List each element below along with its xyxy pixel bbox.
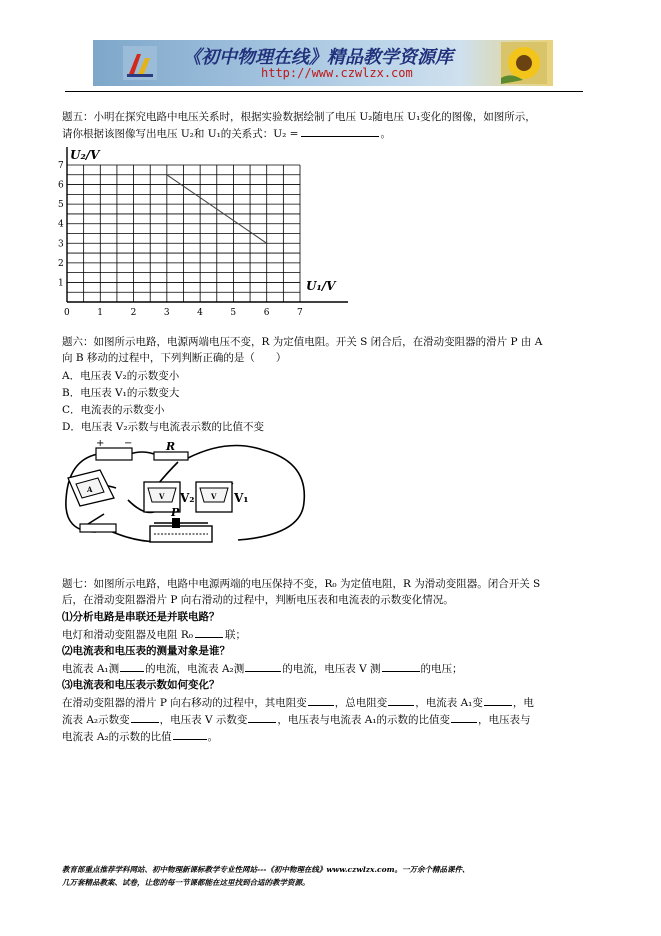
ammeter-icon (68, 470, 114, 506)
header-rule (65, 91, 583, 92)
q7-blank-6[interactable] (388, 694, 414, 706)
label-v2: V₂ (180, 491, 195, 505)
footer-line2: 几万套精品教案、试卷，让您的每一节课都能在这里找到合适的教学资源。 (62, 878, 310, 887)
footer-line1: 教育部重点推荐学科网站、初中物理新课标教学专业性网站---《初中物理在线》www.czwlzx.com。一万余个精品课件、 (62, 865, 470, 874)
q6-option-a[interactable]: A．电压表 V₂的示数变小 (62, 370, 180, 382)
y-tick-label: 3 (58, 239, 64, 250)
q7-fill-3-b: ，总电阻变 (334, 697, 388, 709)
q7-fill-4-d: ，电压表与 (478, 714, 531, 726)
x-tick-label: 5 (230, 308, 237, 318)
header-banner (93, 40, 553, 86)
x-tick-label: 2 (130, 308, 137, 318)
x-tick-label: 4 (197, 308, 203, 318)
banner-url[interactable]: http://www.czwlzx.com (261, 66, 413, 80)
y-tick-label: 1 (58, 278, 64, 289)
q7-fill-4-a: 流表 A₂示数变 (62, 714, 130, 726)
q7-fill-1 (62, 626, 246, 643)
rheostat-icon (150, 518, 212, 542)
x-tick-label: 1 (97, 308, 104, 318)
q7-fill-4-c: ，电压表与电流表 A₁的示数的比值变 (277, 714, 451, 726)
q6-option-c[interactable]: C．电流表的示数变小 (62, 404, 165, 416)
q7-fill-2-c: 的电流，电压表 V 测 (282, 663, 381, 675)
q7-fill-2-b: 的电流，电流表 A₂测 (145, 663, 245, 675)
q5-line1: 题五：小明在探究电路中电压关系时，根据实验数据绘制了电压 U₂随电压 U₁变化的图像，如图所示， (62, 111, 536, 123)
q5-line2-end: 。 (380, 128, 391, 140)
q7-fill-3-a: 在滑动变阻器的滑片 P 向右移动的过程中，其电阻变 (62, 697, 307, 709)
svg-text:V: V (211, 492, 217, 501)
q7-fill-4 (62, 711, 531, 728)
q7-fill-5-a: 电流表 A₂的示数的比值 (62, 731, 172, 743)
q7-heading-2: ⑵电流表和电压表的测量对象是谁？ (62, 645, 230, 657)
q7-blank-8[interactable] (131, 711, 159, 723)
label-v1: V₁ (234, 491, 249, 505)
q7-heading-3: ⑶电流表和电压表示数如何变化？ (62, 679, 220, 691)
q7-blank-9[interactable] (248, 711, 276, 723)
q6-circuit-diagram (58, 440, 318, 552)
svg-text:V: V (159, 492, 165, 501)
x-tick-label: 3 (163, 308, 170, 318)
q5-line2-text: 请你根据该图像写出电压 U₂和 U₁的关系式：U₂ = (62, 128, 299, 140)
x-tick-label: 7 (297, 308, 303, 318)
u2-u1-chart (56, 143, 356, 318)
y-tick-label: 2 (58, 258, 64, 269)
y-tick-label: 6 (58, 180, 64, 191)
x-tick-label: 6 (263, 308, 270, 318)
q7-fill-3 (62, 694, 534, 711)
switch-icon (80, 514, 116, 532)
q7-heading-1: ⑴分析电路是串联还是并联电路？ (62, 611, 220, 623)
q7-fill-1-text: 电灯和滑动变阻器及电阻 R₀ (62, 629, 193, 641)
banner-title: 《初中物理在线》精品教学资源库 (183, 47, 453, 68)
q7-fill-2-d: 的电压； (420, 663, 463, 675)
q7-blank-5[interactable] (308, 694, 334, 706)
resistor-icon (154, 452, 188, 460)
q7-blank-11[interactable] (173, 728, 207, 740)
voltmeter-v1-icon (196, 482, 232, 512)
q7-fill-2 (62, 660, 463, 677)
site-logo (123, 46, 157, 80)
q7-blank-2[interactable] (120, 660, 144, 672)
label-p: P (171, 506, 180, 519)
x-axis-label: U₁/V (306, 279, 336, 293)
q7-line1: 题七：如图所示电路，电路中电源两端的电压保持不变，R₀ 为定值电阻，R 为滑动变阻器。闭合开关 S (62, 578, 541, 590)
q7-line2: 后，在滑动变阻器滑片 P 向右滑动的过程中，判断电压表和电流表的示数变化情况。 (62, 594, 454, 606)
q5-answer-blank[interactable] (301, 125, 379, 137)
q7-fill-5-end: 。 (207, 731, 219, 743)
q7-blank-1[interactable] (195, 626, 223, 638)
y-axis-label: U₂/V (70, 148, 100, 162)
label-a: A (87, 485, 93, 494)
q7-blank-10[interactable] (451, 711, 477, 723)
label-r: R (166, 440, 176, 453)
q7-fill-4-b: ，电压表 V 示数变 (159, 714, 248, 726)
q6-line1: 题六：如图所示电路，电源两端电压不变，R 为定值电阻。开关 S 闭合后，在滑动变阻器的滑片 P 由 A (62, 336, 543, 348)
x-tick-label: 0 (64, 308, 70, 318)
q7-fill-5 (62, 728, 218, 745)
q5-line2 (62, 125, 391, 142)
q7-fill-3-d: ，电 (512, 697, 534, 709)
svg-text:+: + (96, 440, 105, 449)
q6-option-d[interactable]: D．电压表 V₂示数与电流表示数的比值不变 (62, 421, 265, 433)
svg-text:−: − (124, 440, 133, 449)
q7-fill-3-c: ，电流表 A₁变 (415, 697, 483, 709)
y-tick-label: 4 (58, 219, 64, 230)
q6-line2: 向 B 移动的过程中，下列判断正确的是（ ） (62, 352, 287, 364)
q6-option-b[interactable]: B．电压表 V₁的示数变大 (62, 387, 180, 399)
q7-fill-2-a: 电流表 A₁测 (62, 663, 120, 675)
y-tick-label: 7 (58, 161, 64, 171)
battery-icon (96, 448, 132, 460)
q7-fill-1-end: 联； (224, 629, 246, 641)
sunflower-image (501, 42, 547, 84)
y-tick-label: 5 (58, 200, 64, 211)
q7-blank-4[interactable] (382, 660, 420, 672)
q7-blank-3[interactable] (245, 660, 281, 672)
q7-blank-7[interactable] (484, 694, 512, 706)
